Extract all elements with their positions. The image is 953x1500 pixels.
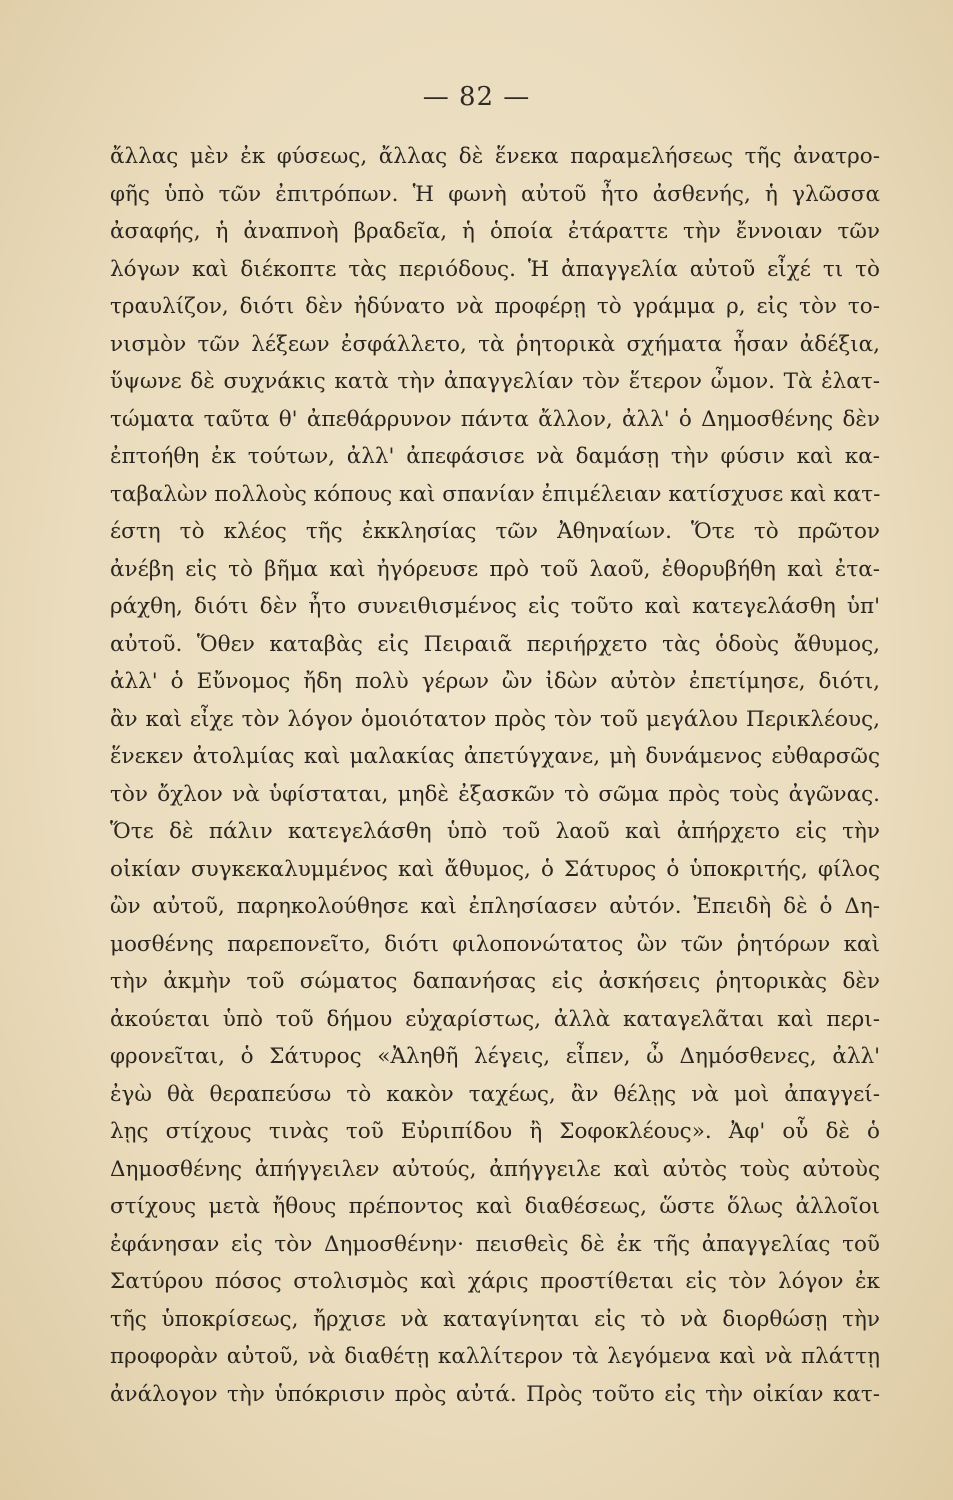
text-line: Ὅτε δὲ πάλιν κατεγελάσθη ὑπὸ τοῦ λαοῦ καὶ ἀπήρχετο εἰς τὴν [110,819,880,844]
text-line: ἄλλας μὲν ἐκ φύσεως, ἄλλας δὲ ἕνεκα παραμελήσεως τῆς ἀνατρο- [110,144,880,169]
text-line: ἀνάλογον τὴν ὑπόκρισιν πρὸς αὐτά. Πρὸς τοῦτο εἰς τὴν οἰκίαν κατ- [110,1381,880,1407]
text-line: φῆς ὑπὸ τῶν ἐπιτρόπων. Ἡ φωνὴ αὐτοῦ ἦτο ἀσθενής, ἡ γλῶσσα [110,181,880,207]
text-line: ἐφάνησαν εἰς τὸν Δημοσθένην· πεισθεὶς δὲ ἐκ τῆς ἀπαγγελίας τοῦ [110,1231,880,1257]
text-line: μοσθένης παρεπονεῖτο, διότι φιλοπονώτατος ὢν τῶν ῥητόρων καὶ [110,931,880,957]
text-line: λόγων καὶ διέκοπτε τὰς περιόδους. Ἡ ἀπαγγελία αὐτοῦ εἶχέ τι τὸ [110,256,880,282]
text-line: τραυλίζον, διότι δὲν ἠδύνατο νὰ προφέρῃ τὸ γράμμα ρ, εἰς τὸν το- [110,294,880,319]
text-line: αὐτοῦ. Ὅθεν καταβὰς εἰς Πειραιᾶ περιήρχετο τὰς ὁδοὺς ἄθυμος, [110,631,880,657]
text-line: τῆς ὑποκρίσεως, ἤρχισε νὰ καταγίνηται εἰς τὸ νὰ διορθώσῃ τὴν [110,1306,880,1332]
text-line: ἕνεκεν ἀτολμίας καὶ μαλακίας ἀπετύγχανε, μὴ δυνάμενος εὐθαρσῶς [110,744,880,769]
text-line: λῃς στίχους τινὰς τοῦ Εὐριπίδου ἢ Σοφοκλέους». Ἀφ' οὗ δὲ ὁ [110,1119,880,1144]
text-line: τὸν ὄχλον νὰ ὑφίσταται, μηδὲ ἐξασκῶν τὸ σῶμα πρὸς τοὺς ἀγῶνας. [110,781,880,807]
text-line: ἀλλ' ὁ Εὔνομος ἤδη πολὺ γέρων ὢν ἰδὼν αὐτὸν ἐπετίμησε, διότι, [110,669,880,694]
text-line: ἀσαφής, ἡ ἀναπνοὴ βραδεῖα, ἡ ὁποία ἐτάραττε τὴν ἔννοιαν τῶν [110,219,880,244]
text-line: ὕψωνε δὲ συχνάκις κατὰ τὴν ἀπαγγελίαν τὸν ἕτερον ὦμον. Τὰ ἐλατ- [110,369,880,394]
text-line: τώματα ταῦτα θ' ἀπεθάρρυνον πάντα ἄλλον, ἀλλ' ὁ Δημοσθένης δὲν [110,406,880,432]
text-line: ἐπτοήθη ἐκ τούτων, ἀλλ' ἀπεφάσισε νὰ δαμάσῃ τὴν φύσιν καὶ κα- [110,444,880,469]
body-text [110,138,880,1413]
text-line: ὢν αὐτοῦ, παρηκολούθησε καὶ ἐπλησίασεν αὐτόν. Ἐπειδὴ δὲ ὁ Δη- [110,894,880,919]
text-line: νισμὸν τῶν λέξεων ἐσφάλλετο, τὰ ῥητορικὰ σχήματα ἦσαν ἀδέξια, [110,331,880,357]
text-line: ἀκούεται ὑπὸ τοῦ δήμου εὐχαρίστως, ἀλλὰ καταγελᾶται καὶ περι- [110,1006,880,1032]
text-line: ράχθη, διότι δὲν ἦτο συνειθισμένος εἰς τοῦτο καὶ κατεγελάσθη ὑπ' [110,594,880,619]
text-line: προφορὰν αὐτοῦ, νὰ διαθέτῃ καλλίτερον τὰ λεγόμενα καὶ νὰ πλάττῃ [110,1344,880,1369]
text-line: ἀνέβη εἰς τὸ βῆμα καὶ ἠγόρευσε πρὸ τοῦ λαοῦ, ἐθορυβήθη καὶ ἐτα- [110,556,880,582]
text-line: Σατύρου πόσος στολισμὸς καὶ χάρις προστίθεται εἰς τὸν λόγον ἐκ [110,1269,880,1294]
text-line: στίχους μετὰ ἤθους πρέποντος καὶ διαθέσεως, ὥστε ὅλως ἀλλοῖοι [110,1194,880,1219]
page-number: — 82 — [422,82,531,112]
text-line: οἰκίαν συγκεκαλυμμένος καὶ ἄθυμος, ὁ Σάτυρος ὁ ὑποκριτής, φίλος [110,856,880,882]
text-line: έστη τὸ κλέος τῆς ἐκκλησίας τῶν Ἀθηναίων. Ὅτε τὸ πρῶτον [110,519,880,544]
text-line: ἐγὼ θὰ θεραπεύσω τὸ κακὸν ταχέως, ἂν θέλῃς νὰ μοὶ ἀπαγγεί- [110,1081,880,1107]
text-line: Δημοσθένης ἀπήγγειλεν αὐτούς, ἀπήγγειλε καὶ αὐτὸς τοὺς αὐτοὺς [110,1156,880,1182]
text-line: ταβαλὼν πολλοὺς κόπους καὶ σπανίαν ἐπιμέλειαν κατίσχυσε καὶ κατ- [110,481,881,507]
text-line: φρονεῖται, ὁ Σάτυρος «Ἀληθῆ λέγεις, εἶπεν, ὦ Δημόσθενες, ἀλλ' [110,1044,880,1069]
text-line: ἂν καὶ εἶχε τὸν λόγον ὁμοιότατον πρὸς τὸν τοῦ μεγάλου Περικλέους, [110,706,880,732]
text-line: τὴν ἀκμὴν τοῦ σώματος δαπανήσας εἰς ἀσκήσεις ῥητορικὰς δὲν [110,969,880,994]
